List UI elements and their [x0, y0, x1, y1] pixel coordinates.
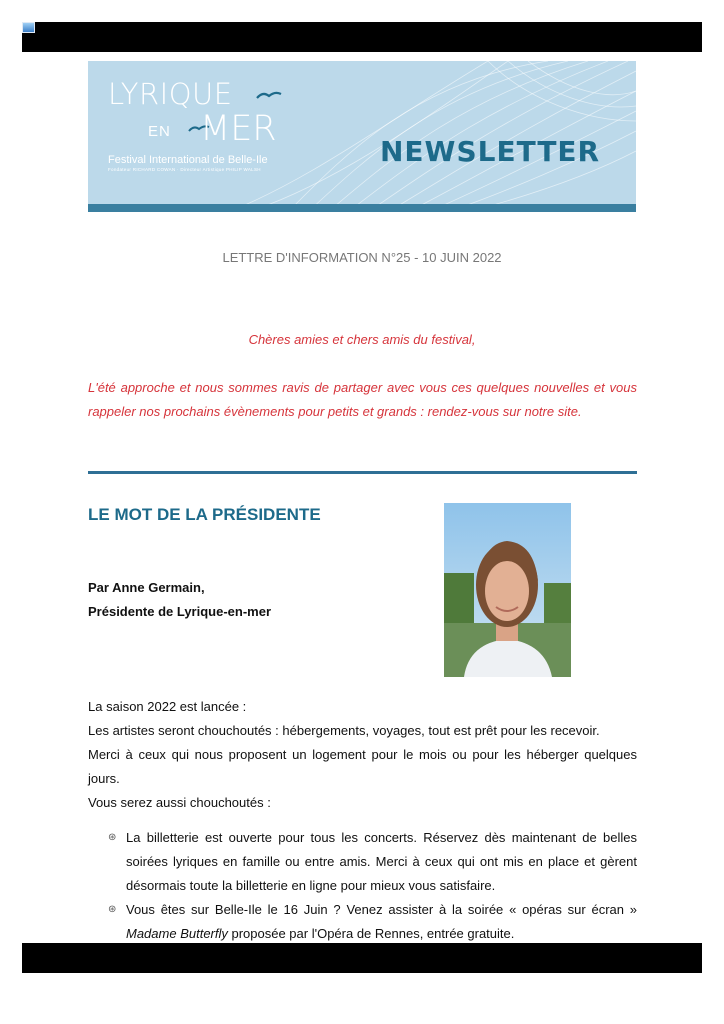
- body-line: Vous serez aussi chouchoutés :: [88, 795, 271, 810]
- byline-author: Par Anne Germain,: [88, 580, 205, 595]
- portrait-photo: [444, 503, 571, 677]
- byline-role: Présidente de Lyrique-en-mer: [88, 604, 272, 619]
- bullet-list: [108, 826, 637, 946]
- greeting: Chères amies et chers amis du festival,: [248, 332, 476, 347]
- list-item-text: La billetterie est ouverte pour tous les concerts. Réservez dès maintenant de belles soirées lyriques en famille ou entre amis. Merci à ceux qui ont mis en place et gèrent désormais toute la billetterie en ligne pour mieux vous satisfaire.: [126, 830, 637, 893]
- issue-info: LETTRE D'INFORMATION N°25 - 10 JUIN 2022: [222, 250, 502, 265]
- intro-paragraph: L'été approche et nous sommes ravis de partager avec vous ces quelques nouvelles et vous rappeler nos prochains évènements pour petits et grands : rendez-vous sur notre site.: [88, 380, 637, 419]
- bottom-black-bar: [22, 943, 702, 973]
- logo-en: EN: [148, 123, 171, 140]
- seagull-icon: [256, 89, 282, 101]
- logo-credits: Fondateur RICHARD COWAN · Directeur Artistique PHILIP WALSH: [108, 167, 261, 172]
- newsletter-title: NEWSLETTER: [380, 135, 601, 168]
- section-divider: [88, 471, 637, 474]
- window-icon: [22, 22, 35, 33]
- list-item: [108, 898, 637, 946]
- top-black-bar: [22, 22, 702, 52]
- logo-lyrique: LYRIQUE: [108, 77, 233, 111]
- logo-subtitle: Festival International de Belle-Ile: [108, 154, 268, 166]
- list-item-text: proposée par l'Opéra de Rennes, entrée gratuite.: [227, 926, 515, 941]
- body-line: La saison 2022 est lancée :: [88, 699, 247, 714]
- list-item: [108, 826, 637, 898]
- list-item-text: Vous êtes sur Belle-Ile le 16 Juin ? Venez assister à la soirée « opéras sur écran »: [126, 902, 637, 917]
- body-line: Les artistes seront chouchoutés : hébergements, voyages, tout est prêt pour les recevoir.: [88, 723, 600, 738]
- bullet-icon: ⊛: [108, 904, 117, 915]
- opera-title: Madame Butterfly: [126, 926, 228, 941]
- banner-strip: [88, 204, 636, 212]
- section-title: LE MOT DE LA PRÉSIDENTE: [88, 505, 321, 524]
- body-paragraph: [88, 695, 637, 815]
- bullet-icon: ⊛: [108, 832, 117, 843]
- logo-mer: MER: [200, 109, 277, 149]
- newsletter-banner: [88, 61, 636, 212]
- byline: [88, 576, 271, 624]
- body-line: Merci à ceux qui nous proposent un logement pour le mois ou pour les héberger quelques jours.: [88, 747, 637, 786]
